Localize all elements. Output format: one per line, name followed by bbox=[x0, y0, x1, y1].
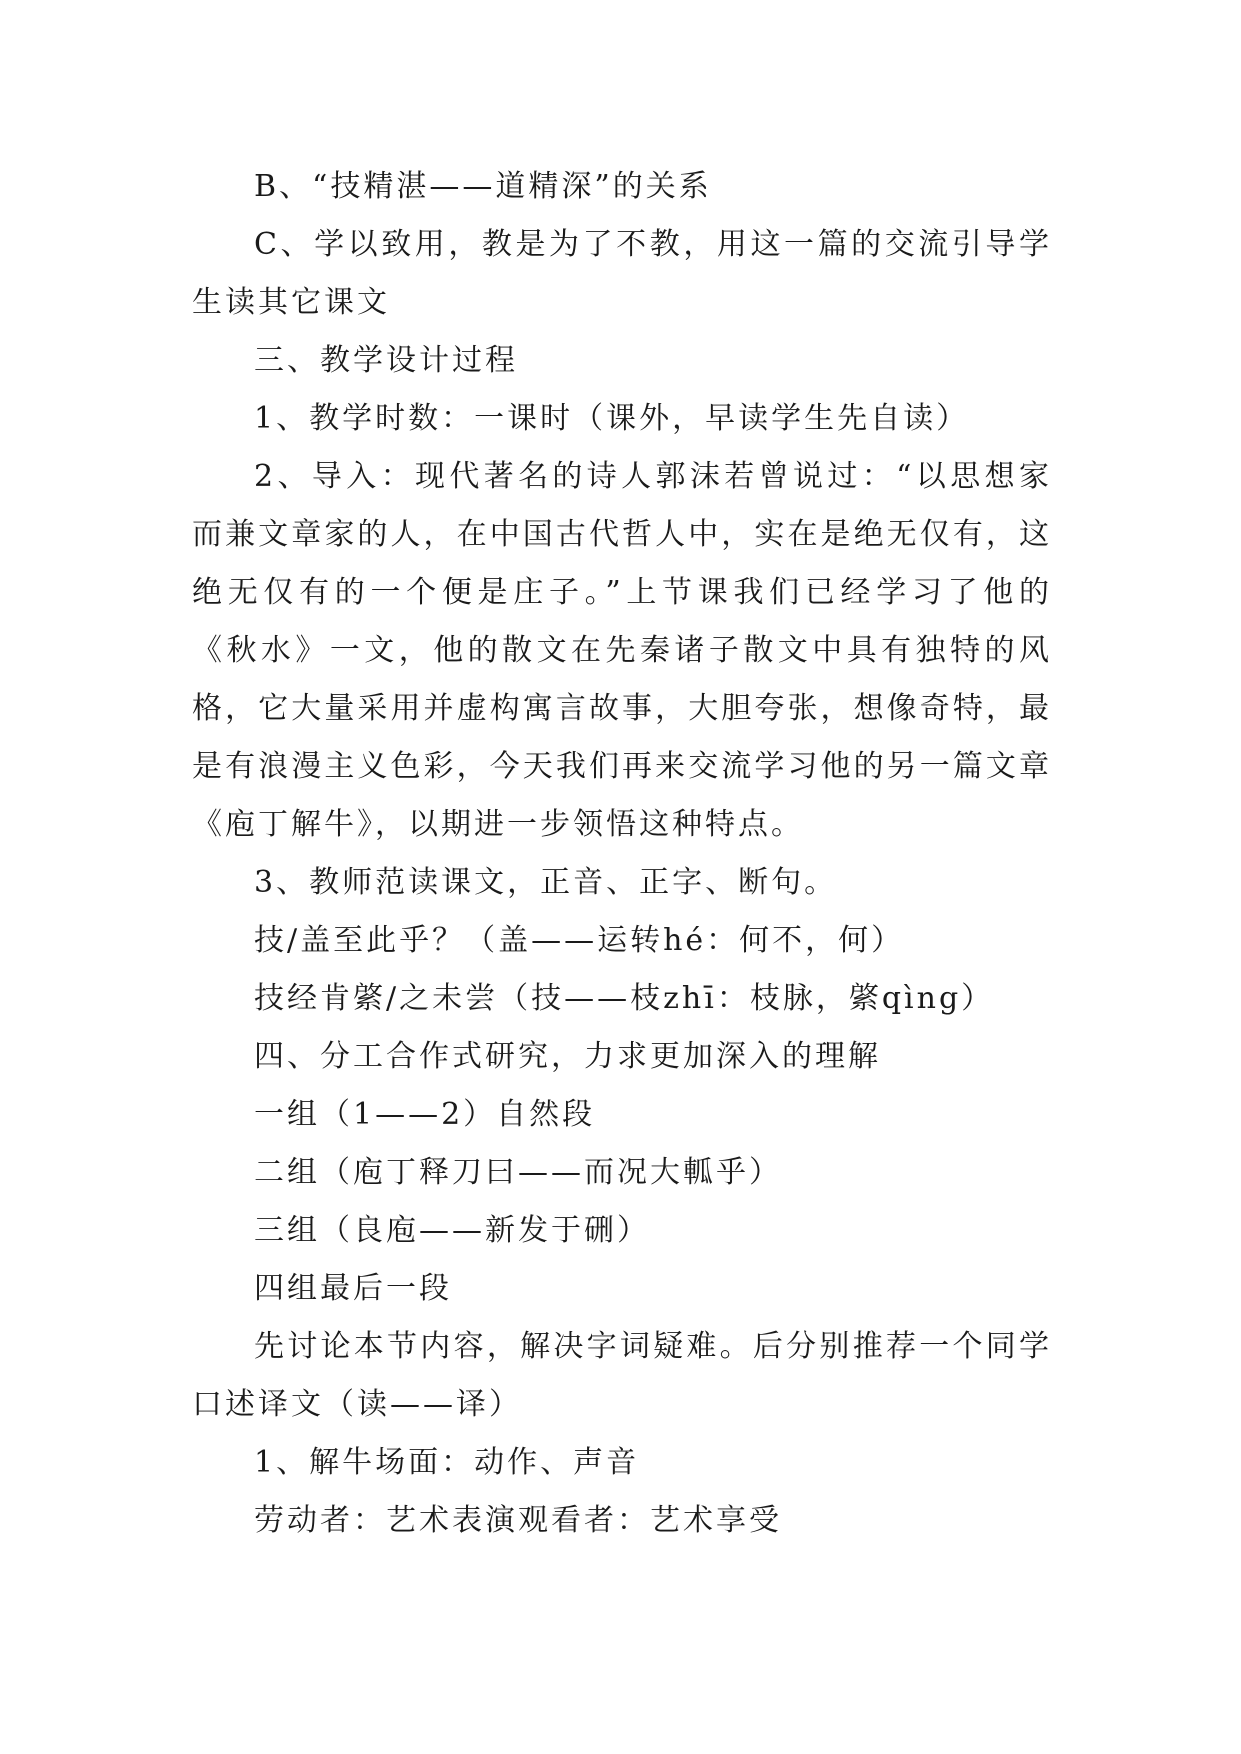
paragraph-group-three: 三组（良庖——新发于硎） bbox=[254, 1213, 650, 1248]
paragraph-group-two: 二组（庖丁释刀曰——而况大軱乎） bbox=[254, 1155, 782, 1190]
heading-teaching-process: 三、教学设计过程 bbox=[254, 343, 518, 378]
paragraph-scene: 1、解牛场面：动作、声音 bbox=[254, 1445, 640, 1480]
paragraph-note-jijing: 技经肯綮/之未尝（技——枝zhī：枝脉，綮qìng） bbox=[254, 981, 995, 1016]
paragraph-note-gai: 技/盖至此乎？（盖——运转hé：何不，何） bbox=[254, 923, 905, 958]
paragraph-class-hours: 1、教学时数：一课时（课外，早读学生先自读） bbox=[254, 401, 970, 436]
heading-group-study: 四、分工合作式研究，力求更加深入的理解 bbox=[254, 1039, 881, 1074]
document-body bbox=[192, 158, 1052, 1550]
paragraph-introduction: 2、导入：现代著名的诗人郭沫若曾说过：“以思想家而兼文章家的人，在中国古代哲人中，实在是绝无仅有，这绝无仅有的一个便是庄子。”上节课我们已经学习了他的《秋水》一文，他的散文在先秦诸子散文中具有独特的风格，它大量采用并虚构寓言故事，大胆夸张，想像奇特，最是有浪漫主义色彩，今天我们再来交流学习他的另一篇文章《庖丁解牛》，以期进一步领悟这种特点。 bbox=[192, 459, 1052, 842]
paragraph-worker-viewer: 劳动者：艺术表演观看者：艺术享受 bbox=[254, 1503, 782, 1538]
paragraph-discussion: 先讨论本节内容，解决字词疑难。后分别推荐一个同学口述译文（读——译） bbox=[192, 1329, 1052, 1422]
paragraph-apply-learning: C、学以致用，教是为了不教，用这一篇的交流引导学生读其它课文 bbox=[192, 227, 1052, 320]
paragraph-relationship: B、“技精湛——道精深”的关系 bbox=[254, 169, 712, 204]
paragraph-group-one: 一组（1——2）自然段 bbox=[254, 1097, 596, 1132]
paragraph-group-four: 四组最后一段 bbox=[254, 1271, 452, 1306]
paragraph-model-reading: 3、教师范读课文，正音、正字、断句。 bbox=[254, 865, 838, 900]
